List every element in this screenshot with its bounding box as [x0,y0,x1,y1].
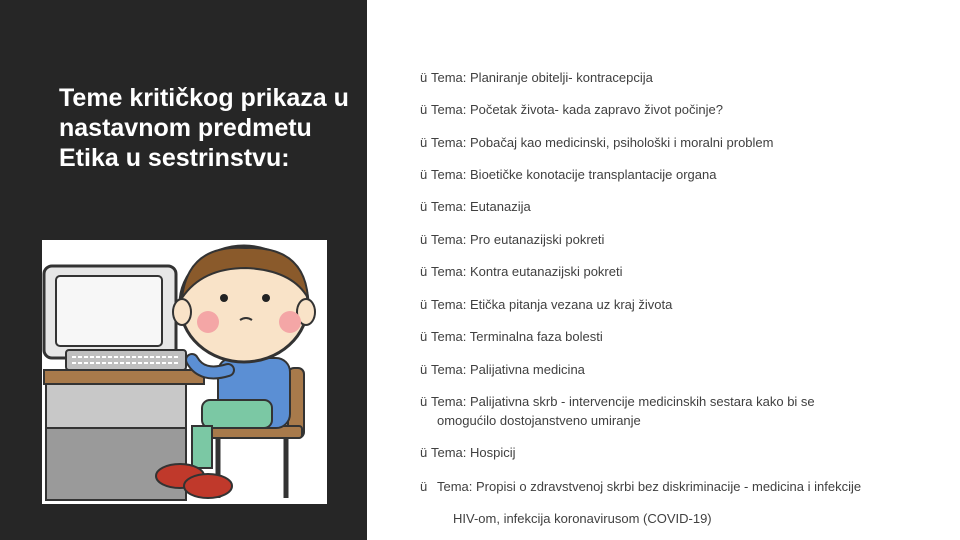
topic-text: Tema: Bioetičke konotacije transplantacije organa [431,167,717,182]
topic-text: Tema: Hospicij [431,445,516,460]
topic-list [420,0,940,540]
left-panel [0,0,367,540]
checkmark-icon: ü [420,264,428,279]
list-item [420,100,723,119]
checkmark-icon: ü [420,479,428,494]
topic-text: Tema: Eutanazija [431,199,531,214]
checkmark-icon: ü [420,362,428,377]
list-item [420,295,672,314]
illustration [42,240,327,504]
boy-at-computer-illustration [42,240,327,504]
topic-text: Tema: Početak života- kada zapravo život počinje? [431,102,723,117]
checkmark-icon: ü [420,329,428,344]
topic-text-continued: omogućilo dostojanstveno umiranje [437,413,641,428]
list-item [420,230,604,249]
checkmark-icon: ü [420,445,428,460]
list-item [420,262,622,281]
checkmark-icon: ü [420,70,428,85]
slide-title: Teme kritičkog prikaza u nastavnom predmetu Etika u sestrinstvu: [59,84,349,172]
topic-text: Tema: Pro eutanazijski pokreti [431,232,605,247]
list-item [420,443,516,462]
topic-text: Tema: Terminalna faza bolesti [431,329,603,344]
checkmark-icon: ü [420,167,428,182]
topic-text: Tema: Planiranje obitelji- kontracepcija [431,70,653,85]
topic-text: Tema: Propisi o zdravstvenoj skrbi bez diskriminacije - medicina i infekcije [437,479,862,494]
checkmark-icon: ü [420,394,428,409]
topic-text-continued: HIV-om, infekcija koronavirusom (COVID-19) [453,511,712,526]
checkmark-icon: ü [420,102,428,117]
topic-text: Tema: Palijativna medicina [431,362,585,377]
list-item [420,477,861,528]
topic-text: Tema: Palijativna skrb - intervencije medicinskih sestara kako bi se [431,394,815,409]
list-item [420,68,653,87]
checkmark-icon: ü [420,232,428,247]
list-item [420,197,531,216]
list-item [420,392,815,430]
list-item [420,165,716,184]
checkmark-icon: ü [420,199,428,214]
checkmark-icon: ü [420,297,428,312]
topic-text: Tema: Pobačaj kao medicinski, psihološki i moralni problem [431,135,774,150]
list-item [420,327,603,346]
topic-text: Tema: Etička pitanja vezana uz kraj života [431,297,673,312]
topic-text: Tema: Kontra eutanazijski pokreti [431,264,623,279]
list-item [420,360,585,379]
checkmark-icon: ü [420,135,428,150]
list-item [420,133,773,152]
